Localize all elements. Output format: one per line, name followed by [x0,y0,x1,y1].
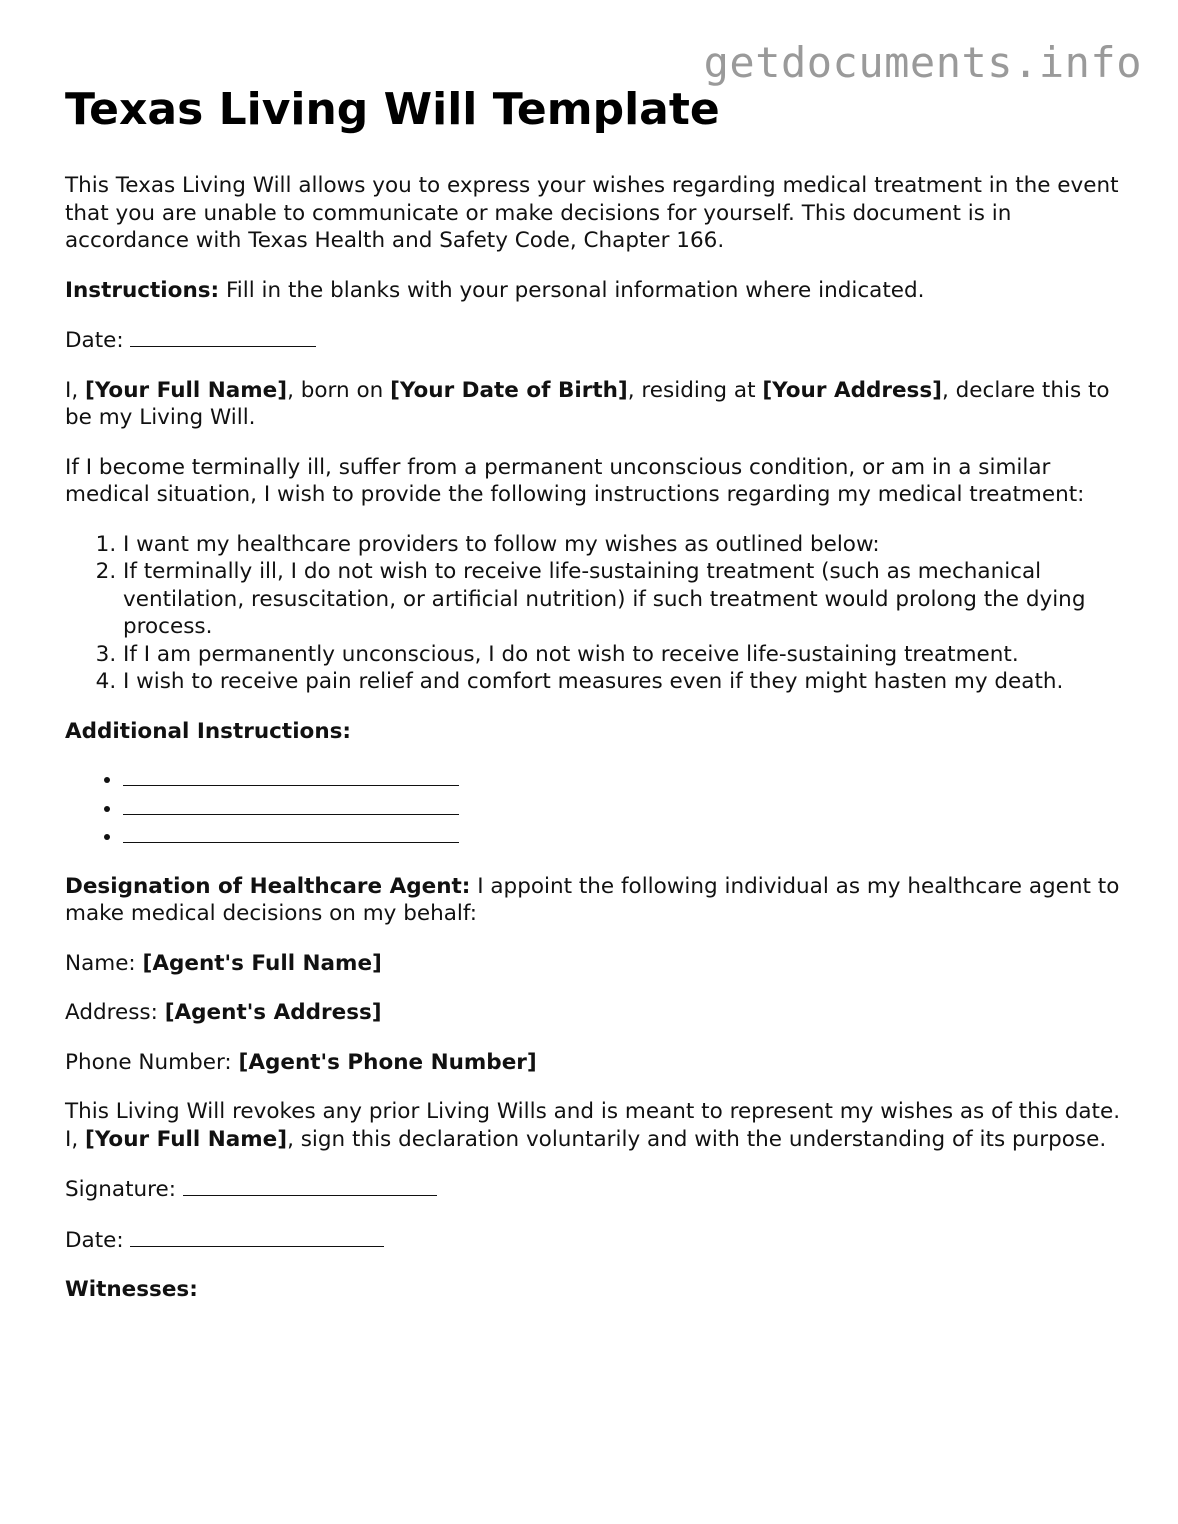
additional-instructions-heading [65,718,1125,746]
watermark: getdocuments.info [703,38,1142,87]
agent-name-placeholder: [Agent's Full Name] [142,950,382,976]
additional-instructions-list [65,765,1125,851]
signature-date-blank[interactable] [130,1226,384,1247]
agent-address-placeholder: [Agent's Address] [164,1000,382,1025]
revocation-full-name-placeholder: [Your Full Name] [85,1126,288,1152]
declaration-residing: , residing at [627,377,763,403]
witnesses-heading [65,1276,1125,1304]
declaration-born: , born on [287,377,391,403]
intro-paragraph: This Texas Living Will allows you to express your wishes regarding medical treatment in the event that you are unable to communicate or make decisions for yourself. This document is in accordance with Texas Health and Safety Code, Chapter 166. [65,173,1119,253]
declaration-prefix: I, [65,377,86,403]
agent-phone-line [65,1049,1125,1077]
signature-label: Signature: [65,1177,183,1202]
signature-date-label: Date: [65,1227,131,1253]
date-line [65,326,1125,355]
agent-name-line [65,950,1125,978]
your-address-placeholder: [Your Address] [762,377,942,403]
additional-instruction-item [123,794,1125,823]
additional-instruction-item [123,822,1125,851]
additional-instruction-blank[interactable] [123,822,459,843]
revocation-paragraph [65,1098,1125,1153]
revocation-suffix: , sign this declaration voluntarily and with the understanding of its purpose. [287,1126,1107,1152]
wish-item: 3. If I am permanently unconscious, I do not wish to receive life-sustaining treatment. [123,641,1125,669]
agent-designation-paragraph [65,873,1125,928]
agent-address-line [65,999,1125,1027]
declaration-suffix: , declare this to be my Living Will. [65,377,1110,430]
your-dob-placeholder: [Your Date of Birth] [390,377,628,403]
signature-date-line [65,1226,1125,1255]
revocation-prefix: This Living Will revokes any prior Living Wills and is meant to represent my wishes as of this date. I, [65,1099,1121,1152]
instructions-label: Instructions: [65,277,220,303]
date-blank[interactable] [130,326,316,347]
wish-item: 2. If terminally ill, I do not wish to receive life-sustaining treatment (such as mechanical ventilation, resuscitation, or artificial nutrition) if such treatment would prolong the dying process. [123,558,1125,641]
witnesses-label: Witnesses: [65,1277,198,1302]
your-full-name-placeholder: [Your Full Name] [85,377,288,403]
agent-phone-placeholder: [Agent's Phone Number] [238,1049,537,1075]
agent-phone-label: Phone Number: [65,1049,239,1075]
date-label: Date: [65,328,131,353]
declaration-paragraph [65,377,1125,432]
additional-instructions-label: Additional Instructions: [65,718,352,744]
signature-line [65,1175,1125,1204]
document-page [65,84,1125,1326]
wish-item: 1. I want my healthcare providers to follow my wishes as outlined below: [123,531,1125,559]
agent-name-label: Name: [65,950,143,976]
agent-designation-label: Designation of Healthcare Agent: [65,873,471,899]
additional-instruction-blank[interactable] [123,794,459,815]
page-title: Texas Living Will Template [65,84,720,135]
instructions-text: Fill in the blanks with your personal information where indicated. [219,277,925,303]
wishes-list [65,531,1125,696]
agent-designation-text: I appoint the following individual as my healthcare agent to make medical decisions on my behalf: [65,873,1120,926]
condition-paragraph: If I become terminally ill, suffer from a permanent unconscious condition, or am in a similar medical situation, I wish to provide the following instructions regarding my medical treatment: [65,454,1085,507]
wish-item: 4. I wish to receive pain relief and comfort measures even if they might hasten my death. [123,668,1125,696]
additional-instruction-blank[interactable] [123,765,459,786]
agent-address-label: Address: [65,1000,165,1025]
additional-instruction-item [123,765,1125,794]
instructions-paragraph [65,277,1125,305]
signature-blank[interactable] [183,1175,437,1196]
